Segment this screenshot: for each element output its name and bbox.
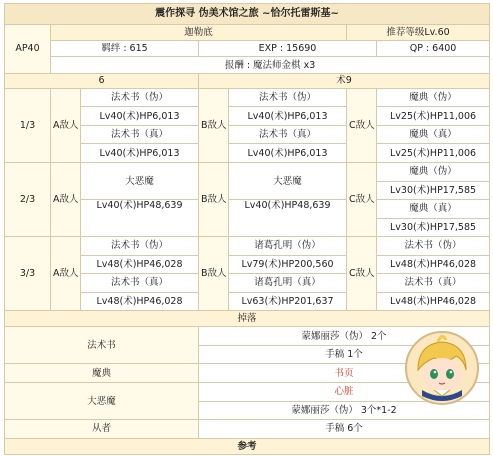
enemy-slot-a: A敌人 (51, 88, 81, 162)
drop-source: 法术书 (5, 327, 199, 364)
drop-item-highlight: 书页 (199, 364, 490, 383)
enemy-slot-a: A敌人 (51, 162, 81, 236)
enemy-name: 大恶魔 (81, 162, 199, 199)
enemy-name: 诸葛孔明（伪） (229, 237, 347, 256)
ap-cost: AP40 (5, 24, 51, 73)
drop-item: 手稿 6个 (199, 420, 490, 439)
drops-header: 掉落 (5, 311, 490, 327)
enemy-slot-c: C敌人 (347, 162, 377, 236)
wave-label: 3/3 (5, 237, 51, 311)
enemy-stats: Lv79(术)HP200,560 (229, 255, 347, 274)
enemy-slot-a: A敌人 (51, 237, 81, 311)
enemy-name: 法术书（真） (81, 274, 199, 293)
enemy-stats: Lv48(术)HP46,028 (377, 292, 490, 311)
enemy-stats: Lv40(术)HP48,639 (81, 200, 199, 237)
enemy-name: 魔典（真） (377, 125, 490, 144)
wave-label: 2/3 (5, 162, 51, 236)
class-count-right: 术9 (199, 73, 490, 88)
enemy-name: 魔典（伪） (377, 162, 490, 181)
enemy-name: 法术书（伪） (229, 88, 347, 107)
drop-source: 魔典 (5, 364, 199, 383)
wave-label: 1/3 (5, 88, 51, 162)
enemy-slot-b: B敌人 (199, 237, 229, 311)
enemy-stats: Lv40(术)HP6,013 (81, 144, 199, 163)
enemy-stats: Lv25(术)HP11,006 (377, 107, 490, 126)
drop-item: 蒙娜丽莎（伪） 3个*1-2 (199, 401, 490, 420)
reference-header: 参考 (5, 438, 490, 454)
exp-value: EXP : 15690 (199, 41, 377, 57)
enemy-name: 法术书（真） (229, 125, 347, 144)
enemy-slot-c: C敌人 (347, 88, 377, 162)
enemy-stats: Lv40(术)HP6,013 (229, 107, 347, 126)
quest-location: 迦勒底 (51, 24, 347, 40)
enemy-name: 魔典（真） (377, 200, 490, 219)
enemy-stats: Lv48(术)HP46,028 (377, 255, 490, 274)
saber-chibi-avatar-icon (404, 330, 480, 406)
enemy-name: 法术书（伪） (81, 237, 199, 256)
drop-item-highlight: 心脏 (199, 382, 490, 401)
enemy-stats: Lv48(术)HP46,028 (81, 292, 199, 311)
recommended-level: 推荐等级Lv.60 (347, 24, 490, 40)
enemy-name: 法术书（伪） (377, 237, 490, 256)
drop-source: 大恶魔 (5, 382, 199, 419)
enemy-name: 魔典（伪） (377, 88, 490, 107)
class-count-left: 6 (5, 73, 199, 88)
bond-value: 羁绊 : 615 (51, 41, 199, 57)
enemy-stats: Lv30(术)HP17,585 (377, 181, 490, 200)
qp-value: QP : 6400 (377, 41, 490, 57)
enemy-stats: Lv48(术)HP46,028 (81, 255, 199, 274)
enemy-stats: Lv40(术)HP6,013 (229, 144, 347, 163)
enemy-name: 法术书（真） (377, 274, 490, 293)
enemy-name: 诸葛孔明（真） (229, 274, 347, 293)
enemy-stats: Lv25(术)HP11,006 (377, 144, 490, 163)
enemy-slot-b: B敌人 (199, 162, 229, 236)
page-title: 震作探寻 伪美术馆之旅 ~恰尔托雷斯基~ (5, 4, 490, 25)
enemy-stats: Lv40(术)HP6,013 (81, 107, 199, 126)
drop-item: 蒙娜丽莎（伪） 2个 (199, 327, 490, 346)
enemy-name: 法术书（真） (81, 125, 199, 144)
enemy-name: 法术书（伪） (81, 88, 199, 107)
enemy-name: 大恶魔 (229, 162, 347, 199)
drop-item: 手稿 1个 (199, 345, 490, 364)
enemy-stats: Lv40(术)HP48,639 (229, 200, 347, 237)
enemy-stats: Lv30(术)HP17,585 (377, 218, 490, 237)
drop-source: 从者 (5, 420, 199, 439)
enemy-slot-b: B敌人 (199, 88, 229, 162)
quest-reward: 报酬 : 魔法师金棋 x3 (51, 57, 490, 73)
enemy-stats: Lv63(术)HP201,637 (229, 292, 347, 311)
enemy-slot-c: C敌人 (347, 237, 377, 311)
